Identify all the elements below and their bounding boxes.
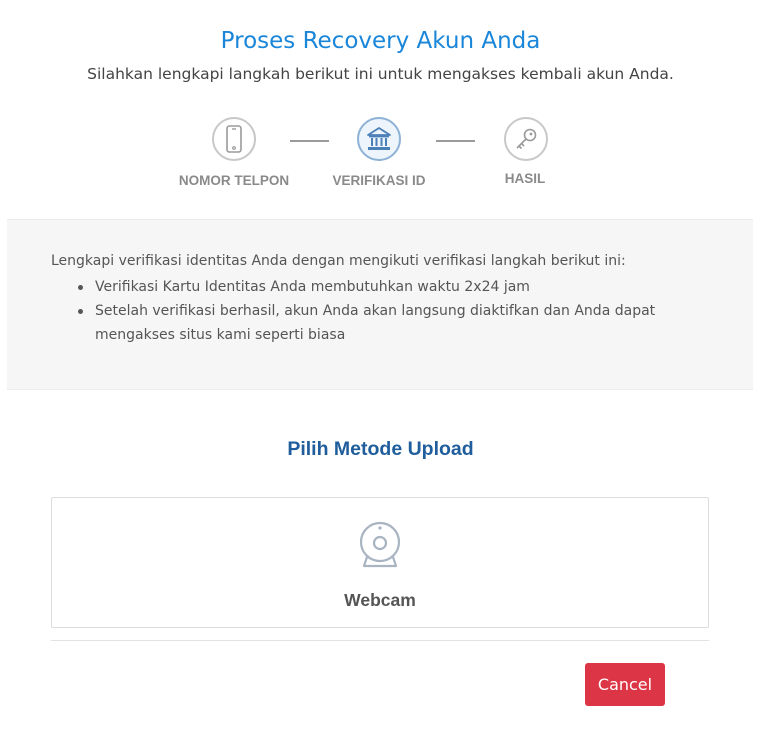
info-intro: Lengkapi verifikasi identitas Anda dengan mengikuti verifikasi langkah berikut ini:: [51, 253, 626, 269]
webcam-label: Webcam: [344, 590, 416, 610]
step-label-verification: VERIFIKASI ID: [332, 173, 426, 188]
bullet: [78, 309, 83, 314]
step-connector: [436, 140, 475, 142]
webcam-icon: [357, 521, 403, 569]
bullet: [78, 285, 83, 290]
phone-icon: [223, 125, 245, 153]
step-label-result: HASIL: [504, 171, 546, 186]
step-connector: [290, 140, 329, 142]
bank-icon: [366, 126, 392, 152]
page-subtitle: Silahkan lengkapi langkah berikut ini untuk mengakses kembali akun Anda.: [87, 65, 674, 83]
step-label-phone: NOMOR TELPON: [178, 173, 290, 188]
info-item-text: Setelah verifikasi berhasil, akun Anda akan langsung diaktifkan dan Anda dapat mengakses situs kami seperti biasa: [95, 303, 656, 343]
info-list-item: [51, 275, 671, 299]
info-panel: [7, 219, 753, 390]
cancel-button[interactable]: Cancel: [585, 663, 665, 706]
key-icon: [513, 126, 539, 152]
step-verification: [357, 117, 401, 161]
upload-heading: Pilih Metode Upload: [287, 438, 474, 460]
divider: [51, 640, 709, 641]
step-result: [504, 117, 548, 161]
page-title: Proses Recovery Akun Anda: [220, 28, 541, 54]
step-phone: [212, 117, 256, 161]
info-list: [51, 275, 671, 347]
webcam-upload-option[interactable]: [51, 497, 709, 628]
info-list-item: [51, 299, 671, 347]
info-item-text: Verifikasi Kartu Identitas Anda membutuhkan waktu 2x24 jam: [95, 279, 530, 295]
